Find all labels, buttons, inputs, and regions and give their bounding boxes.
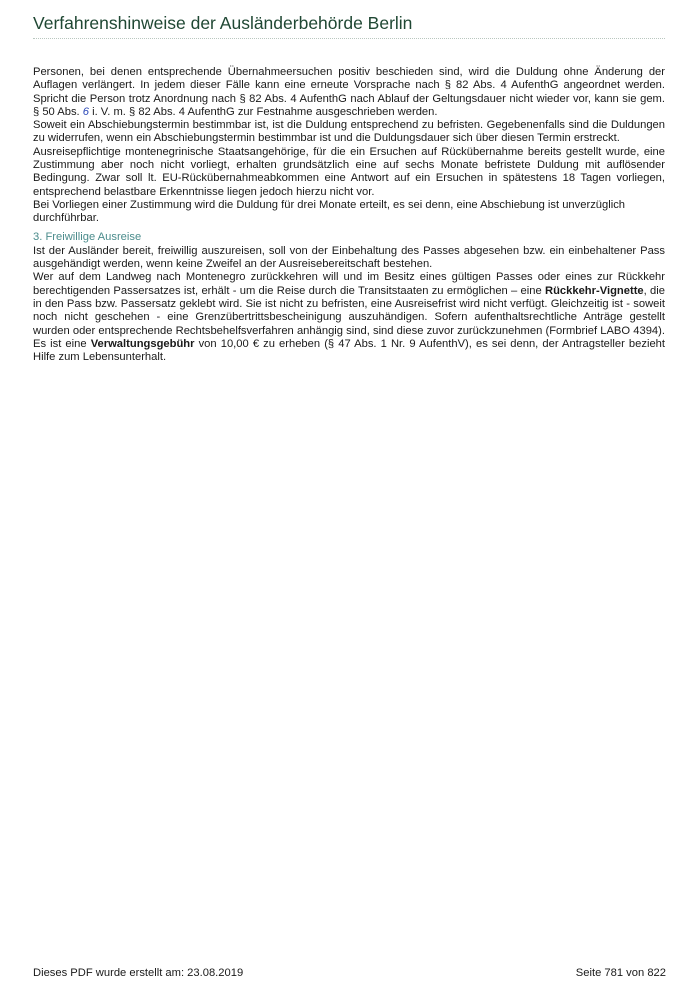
paragraph-zustimmung: Bei Vorliegen einer Zustimmung wird die Duldung für drei Monate erteilt, es sei denn, eine Abschiebung ist unverzüglich durchführbar. xyxy=(33,198,626,225)
paragraph-abschiebungstermin: Soweit ein Abschiebungstermin bestimmbar ist, ist die Duldung entsprechend zu befristen. Gegebenenfalls sind die Duldungen zu widerrufen, wenn ein Abschiebungstermin bestimmbar ist und die Duldungsdauer sich über diesen Termin erstreckt. xyxy=(33,119,665,145)
footnote-link[interactable]: 6 xyxy=(82,105,89,118)
section-heading-freiwillige-ausreise: 3. Freiwillige Ausreise xyxy=(33,230,142,243)
paragraph-text: Wer auf dem Landweg nach Montenegro zurückkehren will und im Besitz eines gültigen Passes oder eines zur Rückkehr berechtigenden Passersatzes ist, erhält - um die Reise durch die Transitstaaten zu ermöglichen – eine xyxy=(33,271,665,297)
footer-page-number: Seite 781 von 822 xyxy=(575,967,666,979)
paragraph-text: von 10,00 € zu erheben (§ 47 Abs. 1 Nr. 9 AufenthV), es sei denn, der Antragsteller bezieht Hilfe zum Lebensunterhalt. xyxy=(33,337,665,364)
page-title: Verfahrenshinweise der Ausländerbehörde Berlin xyxy=(33,13,413,33)
document-body xyxy=(33,66,665,365)
bold-term-rueckkehr-vignette: Rückkehr-Vignette xyxy=(545,284,644,297)
paragraph-landweg xyxy=(33,271,665,364)
paragraph-ausreisebereitschaft: Ist der Ausländer bereit, freiwillig auszureisen, soll von der Einbehaltung des Passes abgesehen bzw. ein einbehaltener Pass ausgehändigt werden, wenn keine Zweifel an der Ausreisebereitschaft bestehen. xyxy=(33,244,665,271)
paragraph-text: Personen, bei denen entsprechende Übernahmeersuchen positiv beschieden sind, wird die Duldung ohne Änderung der Auflagen verlängert. In jedem dieser Fälle kann eine erneute Vorsprache nach § 82 Abs. 4 AufenthG angeordnet werden. Spricht die Person trotz Anordnung nach § 82 Abs. 4 AufenthG nach Ablauf der Geltungsdauer nicht wieder vor, kann sie gem. § 50 Abs. xyxy=(33,66,665,118)
page-header xyxy=(33,12,665,39)
paragraph-uebernahmeersuchen xyxy=(33,66,665,119)
paragraph-text: i. V. m. § 82 Abs. 4 AufenthG zur Festnahme ausgeschrieben werden. xyxy=(89,105,438,118)
footer-created-date: Dieses PDF wurde erstellt am: 23.08.2019 xyxy=(33,967,244,979)
bold-term-verwaltungsgebuehr: Verwaltungsgebühr xyxy=(90,337,195,350)
paragraph-rueckuebernahme: Ausreisepflichtige montenegrinische Staatsangehörige, für die ein Ersuchen auf Rückübernahme bereits gestellt wurde, eine Zustimmung aber noch nicht vorliegt, erhalten grundsätzlich eine auf sechs Monate befristete Duldung mit auflösender Bedingung. Zwar soll lt. EU-Rückübernahmeabkommen eine Antwort auf ein Ersuchen in spätestens 18 Tagen vorliegen, entsprechend belastbare Erkenntnisse liegen jedoch hierzu nicht vor. xyxy=(33,145,665,198)
paragraph-text: , die in den Pass bzw. Passersatz geklebt wird. Sie ist nicht zu befristen, eine Ausreisefrist wird nicht verfügt. Gleichzeitig ist - soweit noch nicht geschehen - eine Grenzübertrittsbescheinigung auszuhändigen. Sofern aufenthaltsrechtliche Anträge gestellt wurden oder entsprechende Rechtsbehelfsverfahren anhängig sind, sind diese zuvor zurückzunehmen (Formbrief LABO 4394). Es ist eine xyxy=(33,284,665,350)
